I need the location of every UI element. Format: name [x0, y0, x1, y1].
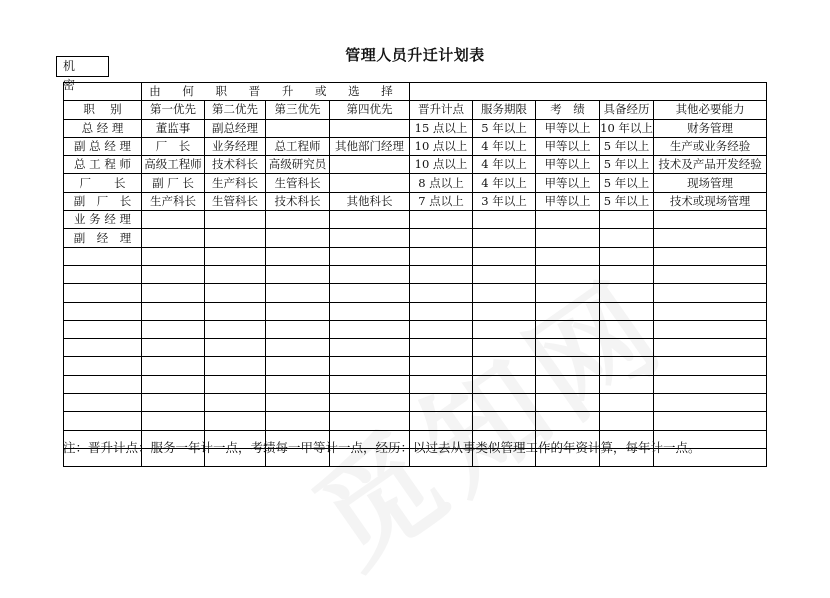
table-cell	[266, 229, 330, 247]
table-cell	[473, 211, 536, 229]
table-cell	[473, 339, 536, 357]
column-header: 考 绩	[536, 101, 600, 119]
row-position-cell	[64, 265, 142, 283]
row-position-cell: 副 厂 长	[64, 192, 142, 210]
table-cell	[654, 339, 767, 357]
table-cell	[142, 357, 205, 375]
group-header: 由 何 职 晋 升 或 选 择	[142, 83, 410, 101]
table-cell: 技术及产品开发经验	[654, 156, 767, 174]
column-header: 第三优先	[266, 101, 330, 119]
table-cell	[266, 119, 330, 137]
table-cell: 甲等以上	[536, 174, 600, 192]
table-cell	[600, 357, 654, 375]
table-cell: 7 点以上	[410, 192, 473, 210]
table-cell	[410, 339, 473, 357]
table-cell	[410, 375, 473, 393]
table-cell	[654, 320, 767, 338]
page-title: 管理人员升迁计划表	[345, 46, 485, 64]
row-position-cell	[64, 320, 142, 338]
table-cell	[600, 375, 654, 393]
table-cell	[330, 247, 410, 265]
table-cell	[410, 302, 473, 320]
table-cell	[266, 375, 330, 393]
table-cell	[654, 357, 767, 375]
table-cell	[205, 247, 266, 265]
row-position-cell: 业 务 经 理	[64, 211, 142, 229]
table-cell: 15 点以上	[410, 119, 473, 137]
table-cell	[473, 302, 536, 320]
table-cell	[266, 394, 330, 412]
table-cell: 10 点以上	[410, 137, 473, 155]
table-cell	[142, 284, 205, 302]
table-row	[64, 265, 767, 283]
table-cell	[410, 229, 473, 247]
table-cell: 10 年以上	[600, 119, 654, 137]
table-cell	[142, 394, 205, 412]
table-cell	[410, 320, 473, 338]
table-cell: 甲等以上	[536, 119, 600, 137]
row-position-cell: 总 经 理	[64, 119, 142, 137]
table-cell	[330, 229, 410, 247]
table-cell	[654, 229, 767, 247]
table-cell: 5 年以上	[600, 174, 654, 192]
column-header: 职 别	[64, 101, 142, 119]
table-cell	[330, 375, 410, 393]
column-header: 第一优先	[142, 101, 205, 119]
table-cell: 厂 长	[142, 137, 205, 155]
table-row	[64, 137, 767, 155]
row-position-cell	[64, 247, 142, 265]
table-cell	[536, 302, 600, 320]
table-cell	[266, 339, 330, 357]
row-position-cell: 副 经 理	[64, 229, 142, 247]
table-cell	[473, 357, 536, 375]
table-cell	[142, 375, 205, 393]
table-cell	[205, 229, 266, 247]
column-header: 第四优先	[330, 101, 410, 119]
table-cell	[410, 247, 473, 265]
table-cell	[654, 375, 767, 393]
table-cell: 其他部门经理	[330, 137, 410, 155]
table-cell	[330, 156, 410, 174]
table-cell	[654, 302, 767, 320]
table-cell: 总工程师	[266, 137, 330, 155]
table-cell: 副 厂 长	[142, 174, 205, 192]
header-blank-cell	[64, 83, 142, 101]
table-row	[64, 284, 767, 302]
promotion-plan-table	[63, 82, 767, 467]
table-row	[64, 229, 767, 247]
table-cell	[536, 229, 600, 247]
table-row	[64, 192, 767, 210]
table-cell	[654, 412, 767, 430]
table-cell: 高级工程师	[142, 156, 205, 174]
table-cell	[473, 412, 536, 430]
table-cell: 4 年以上	[473, 137, 536, 155]
table-cell	[330, 320, 410, 338]
column-header: 第二优先	[205, 101, 266, 119]
table-cell	[330, 357, 410, 375]
table-row	[64, 156, 767, 174]
row-position-cell	[64, 284, 142, 302]
table-cell: 5 年以上	[473, 119, 536, 137]
table-cell	[600, 229, 654, 247]
table-cell	[205, 394, 266, 412]
table-cell	[410, 394, 473, 412]
table-cell	[205, 339, 266, 357]
table-cell	[600, 302, 654, 320]
table-cell	[330, 339, 410, 357]
table-cell: 3 年以上	[473, 192, 536, 210]
table-cell	[142, 320, 205, 338]
table-cell	[142, 211, 205, 229]
table-row	[64, 174, 767, 192]
table-cell	[600, 284, 654, 302]
table-cell: 5 年以上	[600, 137, 654, 155]
table-cell: 副总经理	[205, 119, 266, 137]
table-cell	[205, 265, 266, 283]
table-cell	[536, 412, 600, 430]
row-position-cell	[64, 394, 142, 412]
footnote: 注：晋升计点：服务一年计一点，考绩每一甲等计一点，经历：以过去从事类似管理工作的年资计算，每年计一点。	[63, 440, 701, 455]
table-cell	[600, 412, 654, 430]
table-cell	[142, 302, 205, 320]
table-cell	[473, 284, 536, 302]
table-cell	[266, 357, 330, 375]
table-cell	[536, 265, 600, 283]
row-position-cell	[64, 375, 142, 393]
table-cell	[205, 412, 266, 430]
table-cell	[142, 265, 205, 283]
table-cell	[142, 247, 205, 265]
table-cell	[266, 284, 330, 302]
table-cell	[330, 394, 410, 412]
table-cell: 技术科长	[266, 192, 330, 210]
table-cell	[330, 265, 410, 283]
table-cell	[410, 265, 473, 283]
table-cell	[330, 119, 410, 137]
table-cell	[600, 394, 654, 412]
row-position-cell: 总 工 程 师	[64, 156, 142, 174]
table-cell	[473, 375, 536, 393]
table-cell: 技术科长	[205, 156, 266, 174]
table-cell	[205, 375, 266, 393]
table-row	[64, 247, 767, 265]
table-cell	[142, 339, 205, 357]
table-cell: 5 年以上	[600, 192, 654, 210]
table-cell: 生产或业务经验	[654, 137, 767, 155]
column-header: 服务期限	[473, 101, 536, 119]
table-cell	[654, 394, 767, 412]
table-cell	[205, 320, 266, 338]
table-cell	[205, 284, 266, 302]
table-cell: 业务经理	[205, 137, 266, 155]
table-cell: 其他科长	[330, 192, 410, 210]
table-cell: 4 年以上	[473, 174, 536, 192]
table-cell	[536, 247, 600, 265]
table-row	[64, 302, 767, 320]
table-row	[64, 412, 767, 430]
table-cell	[473, 394, 536, 412]
table-cell: 8 点以上	[410, 174, 473, 192]
row-position-cell	[64, 412, 142, 430]
table-cell	[654, 247, 767, 265]
table-cell	[142, 229, 205, 247]
table-cell: 生产科长	[205, 174, 266, 192]
table-cell: 董监事	[142, 119, 205, 137]
table-cell	[410, 284, 473, 302]
table-row	[64, 339, 767, 357]
table-row	[64, 394, 767, 412]
table-cell	[536, 284, 600, 302]
table-cell: 技术或现场管理	[654, 192, 767, 210]
table-cell	[473, 265, 536, 283]
table-cell: 甲等以上	[536, 156, 600, 174]
table-cell	[600, 211, 654, 229]
column-header-row	[64, 101, 767, 119]
table-cell	[266, 302, 330, 320]
row-position-cell	[64, 339, 142, 357]
table-cell	[654, 211, 767, 229]
table-cell	[600, 247, 654, 265]
column-header: 晋升计点	[410, 101, 473, 119]
table-cell	[536, 211, 600, 229]
table-cell	[330, 174, 410, 192]
table-cell: 高级研究员	[266, 156, 330, 174]
table-cell	[266, 265, 330, 283]
table-cell	[654, 265, 767, 283]
table-cell	[330, 284, 410, 302]
table-cell: 4 年以上	[473, 156, 536, 174]
row-position-cell	[64, 357, 142, 375]
table-cell: 财务管理	[654, 119, 767, 137]
table-cell	[600, 265, 654, 283]
table-cell: 生管科长	[205, 192, 266, 210]
table-cell	[410, 357, 473, 375]
table-cell	[536, 320, 600, 338]
column-header: 具备经历	[600, 101, 654, 119]
table-row	[64, 320, 767, 338]
table-cell	[473, 229, 536, 247]
row-position-cell: 厂 长	[64, 174, 142, 192]
table-row	[64, 375, 767, 393]
table-cell	[266, 412, 330, 430]
row-position-cell	[64, 302, 142, 320]
table-cell	[266, 320, 330, 338]
table-cell	[266, 247, 330, 265]
table-cell	[600, 339, 654, 357]
table-row	[64, 119, 767, 137]
table-cell	[473, 320, 536, 338]
header-blank-cell	[410, 83, 767, 101]
table-cell	[330, 302, 410, 320]
table-cell	[536, 375, 600, 393]
table-cell: 10 点以上	[410, 156, 473, 174]
table-cell	[473, 247, 536, 265]
row-position-cell: 副 总 经 理	[64, 137, 142, 155]
table-row	[64, 211, 767, 229]
table-cell	[142, 412, 205, 430]
table-cell: 甲等以上	[536, 192, 600, 210]
table-cell	[410, 211, 473, 229]
table-cell: 现场管理	[654, 174, 767, 192]
table-cell: 5 年以上	[600, 156, 654, 174]
table-cell	[266, 211, 330, 229]
table-cell	[205, 302, 266, 320]
confidential-label: 机 密	[56, 56, 109, 77]
table-cell	[205, 357, 266, 375]
table-cell	[536, 394, 600, 412]
table-cell	[536, 357, 600, 375]
table-cell	[600, 320, 654, 338]
header-group-row	[64, 83, 767, 101]
table-cell	[654, 284, 767, 302]
table-cell	[330, 211, 410, 229]
table-cell	[536, 339, 600, 357]
table-cell: 生管科长	[266, 174, 330, 192]
column-header: 其他必要能力	[654, 101, 767, 119]
table-cell	[330, 412, 410, 430]
table-cell	[205, 211, 266, 229]
table-cell: 甲等以上	[536, 137, 600, 155]
table-cell	[410, 412, 473, 430]
table-cell: 生产科长	[142, 192, 205, 210]
table-row	[64, 357, 767, 375]
